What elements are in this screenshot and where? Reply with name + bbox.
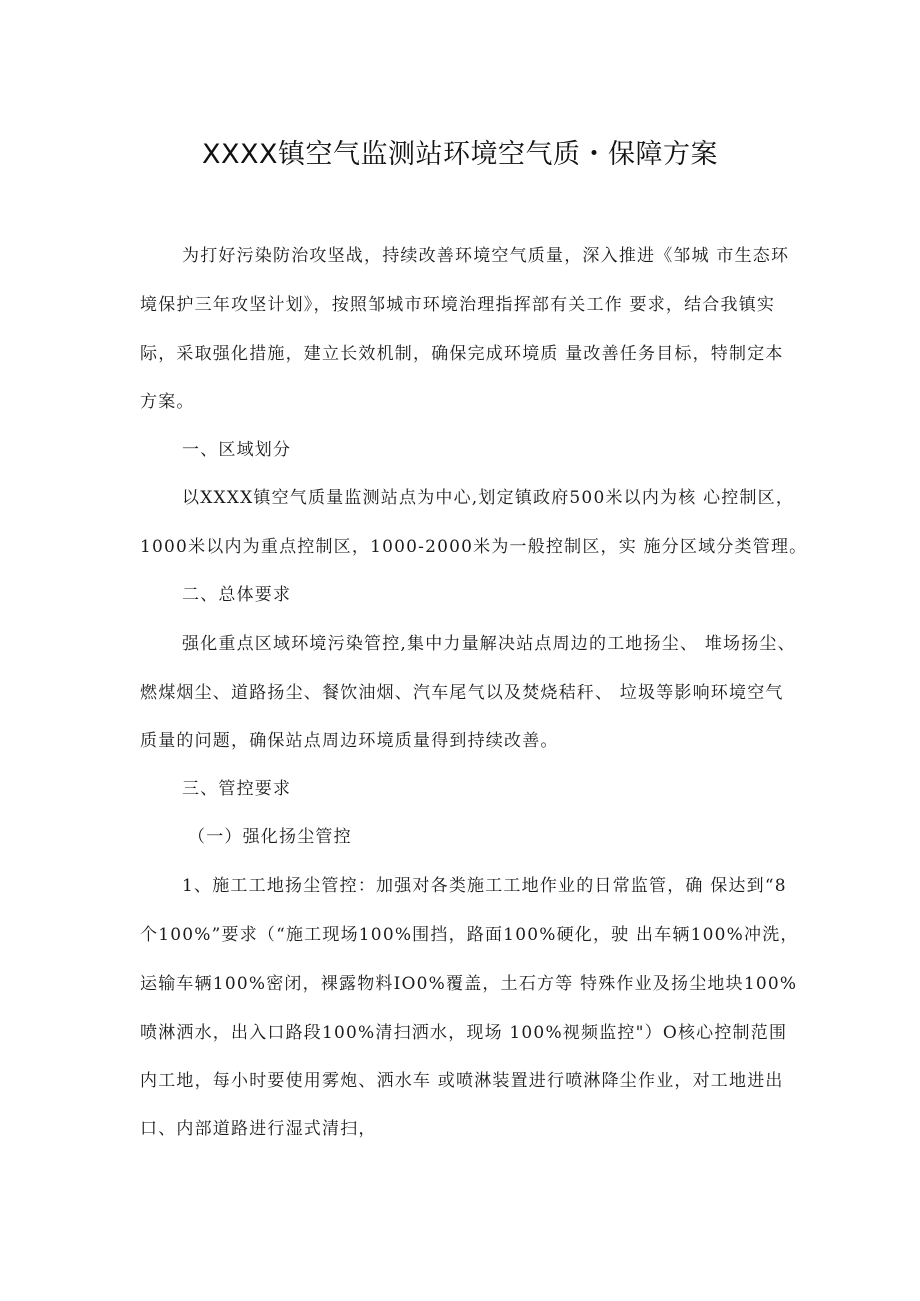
paragraph-line: 喷淋洒水，出入口路段100%清扫洒水，现场 100%视频监控"）O核心控制范围	[140, 1023, 788, 1043]
paragraph-line: 口、内部道路进行湿式清扫，	[140, 1119, 377, 1139]
section-heading: 二、总体要求	[182, 585, 292, 605]
paragraph-line: 燃煤烟尘、道路扬尘、餐饮油烟、汽车尾气以及焚烧秸秆、 垃圾等影响环境空气	[140, 683, 784, 703]
paragraph-line: 1、施工工地扬尘管控：加强对各类施工工地作业的日常监管，确 保达到“8	[182, 876, 787, 896]
paragraph-line: 内工地，每小时要使用雾炮、洒水车 或喷淋装置进行喷淋降尘作业，对工地进出	[140, 1071, 784, 1091]
section-heading: 一、区域划分	[182, 440, 292, 460]
subsection-heading: （一）强化扬尘管控	[188, 827, 352, 847]
paragraph-line: 为打好污染防治攻坚战，持续改善环境空气质量，深入推进《邹城 市生态环	[182, 246, 790, 266]
document-title: XXXX镇空气监测站环境空气质・保障方案	[202, 139, 718, 170]
paragraph-line: 运输车辆100%密闭，裸露物料IO0%覆盖，土石方等 特殊作业及扬尘地块100%	[140, 974, 798, 994]
section-heading: 三、管控要求	[182, 779, 292, 799]
paragraph-line: 1000米以内为重点控制区，1000-2000米为一般控制区，实 施分区域分类管理。	[140, 537, 808, 557]
paragraph-line: 方案。	[140, 392, 195, 412]
paragraph-line: 以XXXX镇空气质量监测站点为中心,划定镇政府500米以内为核 心控制区，	[182, 488, 795, 508]
paragraph-line: 际，采取强化措施，建立长效机制，确保完成环境质 量改善任务目标，特制定本	[140, 344, 784, 364]
paragraph-line: 强化重点区域环境污染管控,集中力量解决站点周边的工地扬尘、 堆场扬尘、	[182, 634, 796, 654]
paragraph-line: 个100%”要求（“施工现场100%围挡，路面100%硬化，驶 出车辆100%冲洗，	[140, 925, 799, 945]
paragraph-line: 境保护三年攻坚计划》，按照邹城市环境治理指挥部有关工作 要求，结合我镇实	[140, 295, 776, 315]
paragraph-line: 质量的问题，确保站点周边环境质量得到持续改善。	[140, 731, 559, 751]
